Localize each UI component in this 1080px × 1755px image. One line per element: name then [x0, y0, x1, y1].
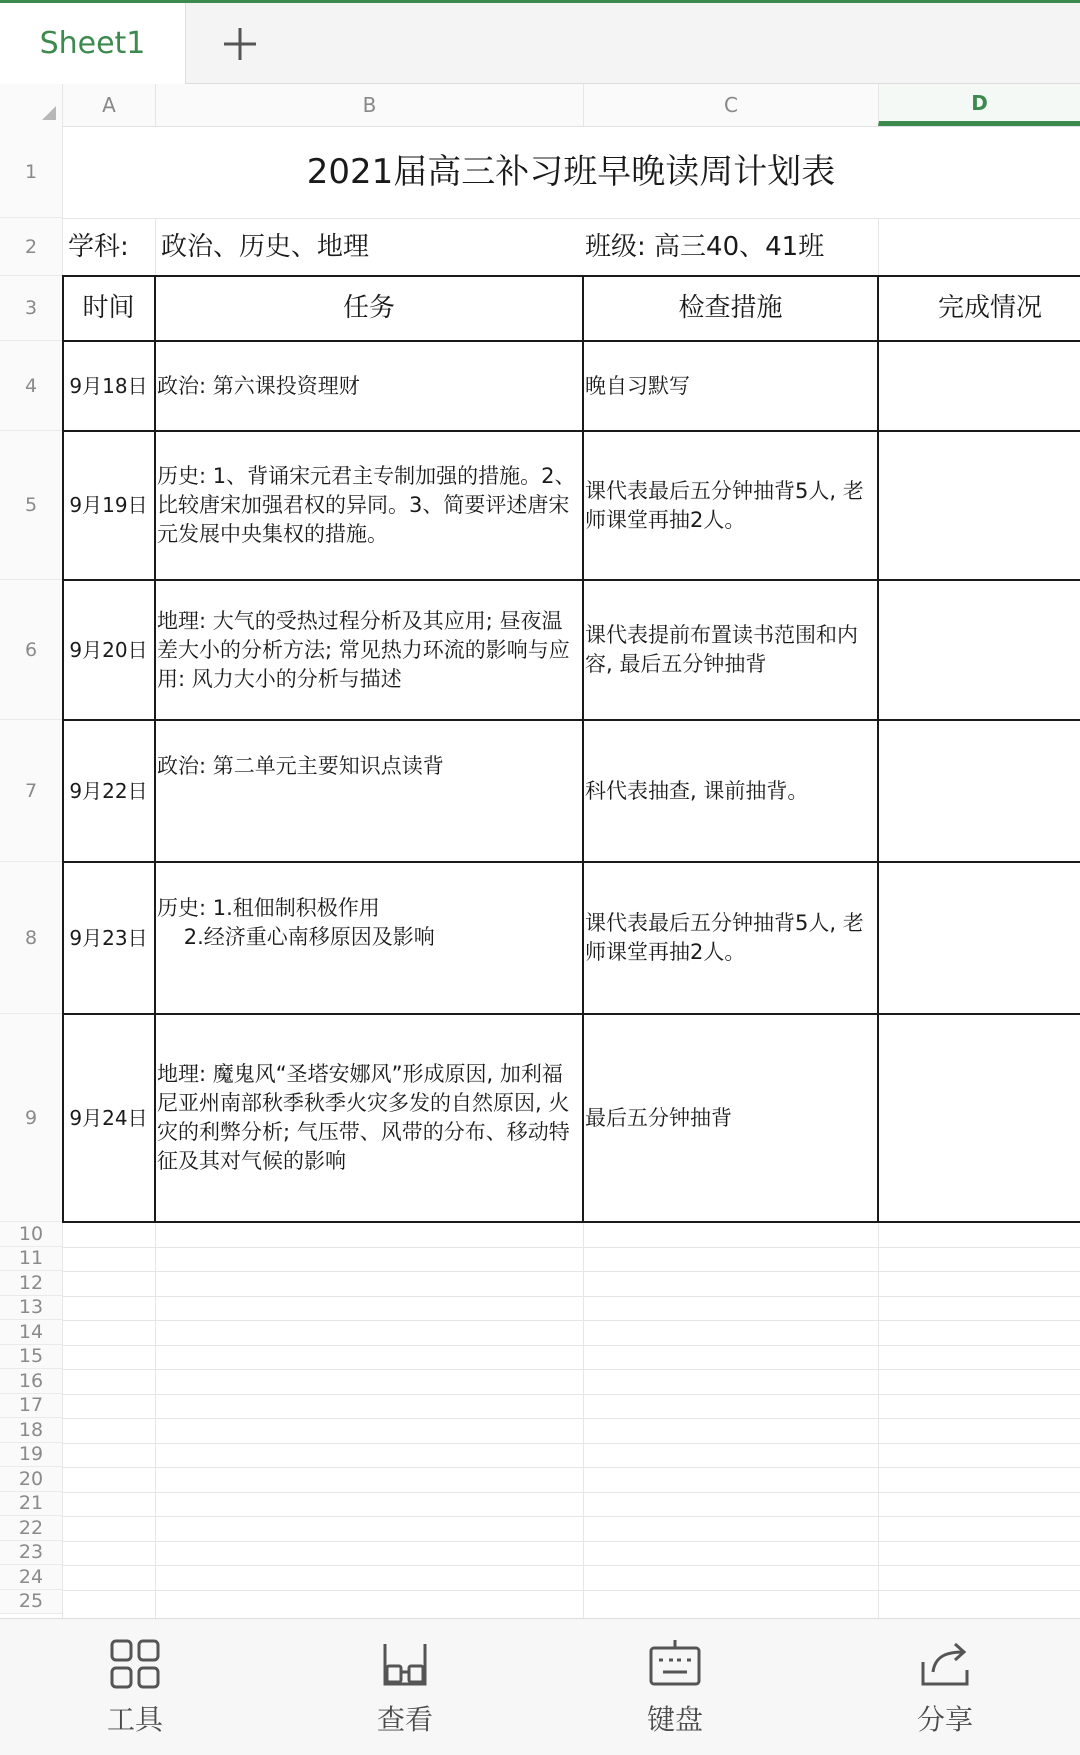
row-header-14[interactable]: 14	[0, 1320, 62, 1345]
subject-label: 学科:	[68, 231, 129, 262]
task-text: 历史: 1.租佃制积极作用 2.经济重心南移原因及影响	[157, 896, 435, 949]
header-time: 时间	[82, 293, 135, 323]
status-cell[interactable]	[878, 720, 1080, 862]
task-text: 政治: 第二单元主要知识点读背	[157, 754, 444, 778]
check-text: 科代表抽查, 课前抽背。	[585, 778, 809, 803]
sheet-title-cell[interactable]	[62, 126, 1080, 218]
grid-line	[62, 1516, 1080, 1517]
row-header-21[interactable]: 21	[0, 1492, 62, 1517]
row-header-15[interactable]: 15	[0, 1345, 62, 1370]
sheet-title: 2021届高三补习班早晚读周计划表	[306, 151, 836, 192]
date-cell[interactable]	[62, 580, 155, 720]
table-border	[62, 275, 1080, 277]
row-header-19[interactable]: 19	[0, 1443, 62, 1468]
check-text: 最后五分钟抽背	[585, 1105, 732, 1130]
date-cell[interactable]	[62, 431, 155, 580]
task-cell[interactable]	[155, 431, 583, 580]
task-text: 地理: 大气的受热过程分析及其应用; 昼夜温差大小的分析方法; 常见热力环流的影响与应用: 风力大小的分析与描述	[157, 608, 570, 691]
date-text: 9月19日	[69, 493, 148, 517]
date-cell[interactable]	[62, 341, 155, 431]
status-cell[interactable]	[878, 862, 1080, 1014]
grid-line	[583, 1222, 584, 1618]
grid-line	[62, 1369, 1080, 1370]
check-cell[interactable]	[583, 862, 878, 1014]
table-border	[582, 276, 584, 1222]
plus-icon	[222, 26, 258, 62]
empty-cell[interactable]	[878, 218, 1080, 276]
table-border	[62, 430, 1080, 432]
grid-line	[62, 1320, 1080, 1321]
add-sheet-button[interactable]	[185, 3, 295, 84]
subject-label-cell[interactable]	[62, 218, 155, 276]
grid-line	[62, 1492, 1080, 1493]
grid-line	[62, 1443, 1080, 1444]
date-text: 9月22日	[69, 778, 148, 803]
row-header-18[interactable]: 18	[0, 1418, 62, 1443]
view-label: 查看	[376, 1703, 433, 1736]
row-header-17[interactable]: 17	[0, 1394, 62, 1419]
check-cell[interactable]	[583, 431, 878, 580]
select-all-corner[interactable]	[0, 84, 62, 126]
check-text: 课代表最后五分钟抽背5人, 老师课堂再抽2人。	[585, 911, 864, 964]
glasses-icon	[377, 1636, 433, 1692]
check-text: 课代表最后五分钟抽背5人, 老师课堂再抽2人。	[585, 478, 864, 532]
grid-line	[62, 1345, 1080, 1346]
column-header-a[interactable]: A	[62, 84, 155, 126]
row-header-8[interactable]: 8	[0, 862, 62, 1014]
status-cell[interactable]	[878, 580, 1080, 720]
table-border	[877, 276, 879, 1222]
tools-label: 工具	[106, 1703, 163, 1736]
grid-line	[62, 1541, 1080, 1542]
keyboard-label: 键盘	[646, 1703, 703, 1736]
check-cell[interactable]	[583, 341, 878, 431]
date-cell[interactable]	[62, 1014, 155, 1222]
row-header-13[interactable]: 13	[0, 1296, 62, 1321]
header-time-cell[interactable]	[62, 276, 155, 341]
table-border	[62, 579, 1080, 581]
column-header-bar	[0, 84, 1080, 127]
date-cell[interactable]	[62, 862, 155, 1014]
grid-line	[62, 1296, 1080, 1297]
header-status-cell[interactable]	[878, 276, 1080, 341]
sheet-tab-label: Sheet1	[39, 26, 146, 61]
share-icon	[917, 1636, 973, 1692]
grid-line	[62, 1394, 1080, 1395]
row-header-4[interactable]: 4	[0, 341, 62, 431]
check-text: 晚自习默写	[585, 373, 690, 398]
task-cell[interactable]	[155, 720, 583, 862]
header-check-cell[interactable]	[583, 276, 878, 341]
date-text: 9月23日	[69, 925, 148, 950]
column-header-d[interactable]: D	[878, 84, 1080, 126]
tools-button[interactable]	[0, 1619, 270, 1755]
status-cell[interactable]	[878, 341, 1080, 431]
row-header-9[interactable]: 9	[0, 1014, 62, 1222]
keyboard-icon	[647, 1636, 703, 1692]
header-task-cell[interactable]	[155, 276, 583, 341]
column-header-b[interactable]: B	[155, 84, 583, 126]
share-label: 分享	[916, 1703, 973, 1736]
status-cell[interactable]	[878, 1014, 1080, 1222]
bottom-toolbar	[0, 1618, 1080, 1755]
task-cell[interactable]	[155, 862, 583, 1014]
row-header-20[interactable]: 20	[0, 1467, 62, 1492]
column-header-c[interactable]: C	[583, 84, 878, 126]
header-check: 检查措施	[678, 293, 783, 323]
table-border	[154, 276, 156, 1222]
grid-line	[62, 1565, 1080, 1566]
date-cell[interactable]	[62, 720, 155, 862]
row-header-12[interactable]: 12	[0, 1271, 62, 1296]
grid-line	[62, 1418, 1080, 1419]
row-header-6[interactable]: 6	[0, 580, 62, 720]
sheet-tab-sheet1[interactable]	[0, 3, 186, 84]
class-text: 班级: 高三40、41班	[585, 231, 825, 262]
date-text: 9月20日	[69, 637, 148, 662]
row-header-1[interactable]: 1	[0, 126, 62, 218]
grid-line	[62, 1271, 1080, 1272]
grid-line	[62, 1590, 1080, 1591]
corner-triangle-icon	[42, 106, 56, 120]
date-text: 9月24日	[69, 1105, 148, 1130]
table-border	[62, 861, 1080, 863]
keyboard-button[interactable]	[540, 1619, 810, 1755]
task-text: 地理: 魔鬼风“圣塔安娜风”形成原因, 加利福尼亚州南部秋季秋季火灾多发的自然原因, 火灾的利弊分析; 气压带、风带的分布、移动特征及其对气候的影响	[157, 1062, 570, 1173]
date-text: 9月18日	[69, 373, 148, 398]
sheet-tab-bar	[0, 0, 1080, 84]
grid-line	[62, 1247, 1080, 1248]
task-cell[interactable]	[155, 1014, 583, 1222]
task-text: 政治: 第六课投资理财	[157, 373, 360, 398]
grid-line	[62, 1467, 1080, 1468]
task-text: 历史: 1、背诵宋元君主专制加强的措施。2、比较唐宋加强君权的异同。3、简要评述唐宋元发展中央集权的措施。	[157, 464, 576, 546]
row-header-22[interactable]: 22	[0, 1516, 62, 1541]
row-header-7[interactable]: 7	[0, 720, 62, 862]
table-border	[62, 1013, 1080, 1015]
row-header-16[interactable]: 16	[0, 1369, 62, 1394]
check-cell[interactable]	[583, 1014, 878, 1222]
check-cell[interactable]	[583, 580, 878, 720]
check-text: 课代表提前布置读书范围和内容, 最后五分钟抽背	[585, 623, 858, 676]
row-header-2[interactable]: 2	[0, 218, 62, 276]
row-header-23[interactable]: 23	[0, 1541, 62, 1566]
row-header-10[interactable]: 10	[0, 1222, 62, 1247]
row-header-5[interactable]: 5	[0, 431, 62, 580]
subject-value-cell[interactable]	[155, 218, 583, 276]
header-task: 任务	[342, 293, 395, 323]
tools-icon	[107, 1636, 163, 1692]
table-border	[62, 719, 1080, 721]
row-header-24[interactable]: 24	[0, 1565, 62, 1590]
class-cell[interactable]	[583, 218, 878, 276]
check-cell[interactable]	[583, 720, 878, 862]
row-header-11[interactable]: 11	[0, 1247, 62, 1272]
grid-line	[155, 1222, 156, 1618]
table-border	[62, 1221, 1080, 1223]
grid-line	[878, 1222, 879, 1618]
subject-value: 政治、历史、地理	[161, 231, 370, 262]
table-border	[62, 276, 64, 1222]
table-border	[62, 340, 1080, 342]
task-cell[interactable]	[155, 580, 583, 720]
task-cell[interactable]	[155, 341, 583, 431]
row-header-25[interactable]: 25	[0, 1590, 62, 1615]
status-cell[interactable]	[878, 431, 1080, 580]
view-button[interactable]	[270, 1619, 540, 1755]
share-button[interactable]	[810, 1619, 1080, 1755]
row-header-3[interactable]: 3	[0, 276, 62, 341]
header-status: 完成情况	[937, 293, 1042, 323]
